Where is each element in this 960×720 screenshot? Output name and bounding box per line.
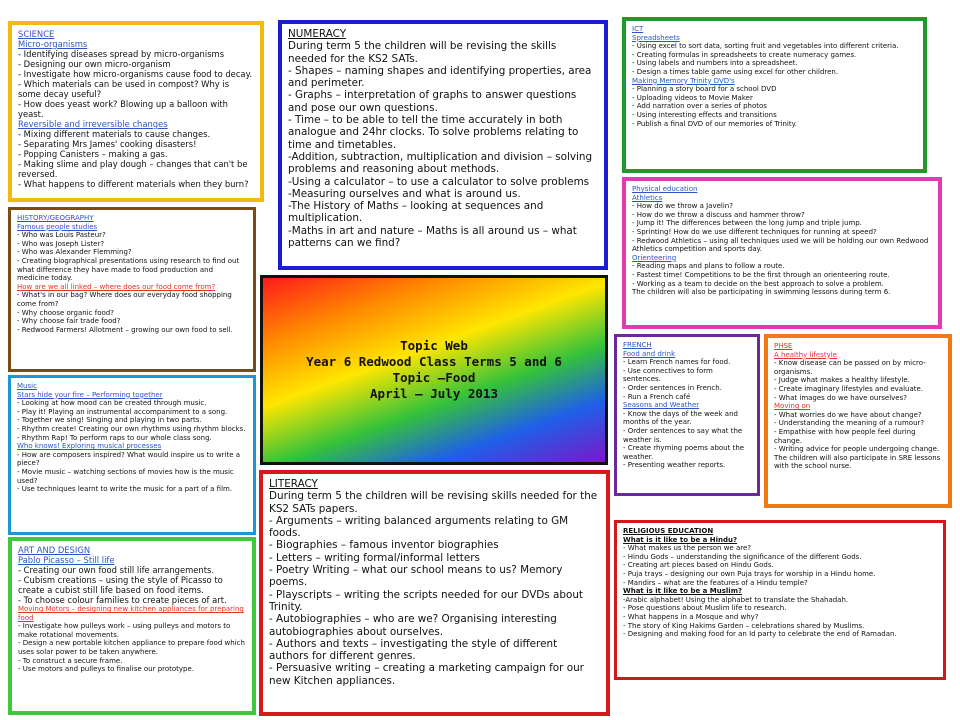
pshe-title: PHSE	[774, 342, 793, 350]
list-item: - To construct a secure frame.	[18, 656, 123, 665]
pe-subheading-athletics: Athletics	[632, 193, 663, 202]
music-subheading-processes: Who knows! Exploring musical processes	[17, 442, 162, 451]
list-item: - Time – to be able to tell the time accurately in both analogue and 24hr clocks. To solve problems relating to time and timetables.	[288, 114, 579, 151]
list-item: - Create imaginary lifestyles and evaluate.	[774, 384, 924, 393]
list-item: - How are composers inspired? What would inspire us to write a piece?	[17, 450, 241, 468]
pe-subheading-orienteering: Orienteering	[632, 253, 677, 262]
list-item: - Biographies – famous inventor biographies	[269, 539, 499, 552]
list-item: -Maths in art and nature – Maths is all around us – what patterns can we find?	[288, 224, 577, 250]
list-item: - Mandirs – what are the features of a Hindu temple?	[623, 578, 808, 587]
list-item: - Why choose organic food?	[17, 308, 114, 317]
ict-subheading-spreadsheets: Spreadsheets	[632, 33, 680, 42]
list-item: - Planning a story board for a school DVD	[632, 85, 777, 94]
list-item: - Empathise with how people feel during change.	[774, 427, 916, 445]
list-item: - Who was Alexander Flemming?	[17, 248, 132, 257]
topic-name: Topic –Food	[392, 370, 476, 385]
list-item: - To choose colour families to create pieces of art.	[18, 595, 227, 605]
list-item: -Arabic alphabet! Using the alphabet to translate the Shahadah.	[623, 595, 849, 604]
list-item: - Why choose fair trade food?	[17, 317, 121, 326]
literacy-box	[259, 470, 610, 716]
french-subheading-food: Food and drink	[623, 349, 676, 358]
list-item: - Use techniques learnt to write the music for a part of a film.	[17, 485, 233, 494]
list-item: - Know the days of the week and months of the year.	[623, 409, 738, 427]
list-item: - Understanding the meaning of a rumour?	[774, 419, 925, 428]
pshe-box	[764, 334, 952, 508]
music-subheading-performing: Stars hide your fire – Performing together	[17, 390, 163, 399]
list-item: - Shapes – naming shapes and identifying properties, area and perimeter.	[288, 64, 592, 90]
list-item: During term 5 the children will be revising skills needed for the KS2 SATs papers.	[269, 490, 598, 515]
pshe-subheading-healthy: A healthy lifestyle	[774, 350, 837, 359]
list-item: - Using labels and numbers into a spreadsheet.	[632, 59, 798, 68]
list-item: - Creating biographical presentations using research to find out what difference they have made to food production and medicine today.	[17, 256, 240, 283]
list-item: - Designing our own micro-organism	[18, 59, 171, 69]
list-item: - How does yeast work? Blowing up a balloon with yeast.	[18, 99, 228, 119]
list-item: - Popping Canisters – making a gas.	[18, 149, 168, 159]
list-item: - Puja trays – designing our own Puja trays for worship in a Hindu home.	[623, 569, 876, 578]
list-item: - Letters – writing formal/informal letters	[269, 551, 480, 564]
list-item: During term 5 the children will be revising the skills needed for the KS2 SATs.	[288, 40, 557, 65]
history-title: HISTORY/GEOGRAPHY	[17, 214, 94, 222]
list-item: - Rhythm create! Creating our own rhythms using rhythm blocks.	[17, 424, 246, 433]
list-item: - Redwood Farmers! Allotment – growing our own food to sell.	[17, 325, 233, 334]
list-item: - Authors and texts – investigating the style of different authors for different genres.	[269, 637, 558, 663]
list-item: - Order sentences to say what the weather is.	[623, 426, 743, 444]
list-item: -Measuring ourselves and what is around us.	[288, 187, 521, 200]
list-item: - Using interesting effects and transitions	[632, 110, 777, 119]
list-item: - Judge what makes a healthy lifestyle.	[774, 376, 910, 385]
list-item: - What's in our bag? Where does our everyday food shopping come from?	[17, 291, 232, 308]
ict-title: ICT	[632, 25, 644, 33]
list-item: - Presenting weather reports.	[623, 461, 726, 470]
topic-dates: April – July 2013	[370, 386, 498, 401]
list-item: - How do we throw a Javelin?	[632, 202, 733, 211]
list-item: - Use connectives to form sentences.	[623, 366, 713, 384]
list-item: - Designing and making food for an Id party to celebrate the end of Ramadan.	[623, 630, 897, 639]
list-item: - Looking at how mood can be created through music.	[17, 399, 207, 408]
physical-education-box	[622, 177, 942, 329]
ict-subheading-dvds: Making Memory Trinity DVD's	[632, 76, 735, 85]
list-item: -Addition, subtraction, multiplication and division – solving problems and reasoning about methods.	[288, 150, 593, 176]
list-item: - Together we sing! Singing and playing in two parts.	[17, 416, 202, 425]
list-item: - Play it! Playing an instrumental accompaniment to a song.	[17, 407, 228, 416]
list-item: - Redwood Athletics – using all techniques used we will be holding our own Redwood Athletics competition and sports day.	[632, 236, 929, 254]
list-item: - Arguments – writing balanced arguments relating to GM foods.	[269, 514, 569, 540]
pshe-subheading-moving-on: Moving on	[774, 402, 811, 411]
list-item: - The story of King Hakims Garden – celebrations shared by Muslims.	[623, 621, 865, 630]
list-item: - Use motors and pulleys to finalise our prototype.	[18, 665, 195, 674]
list-item: - Pose questions about Muslim life to research.	[623, 604, 787, 613]
list-item: - What worries do we have about change?	[774, 410, 922, 419]
list-item: - Cubism creations – using the style of Picasso to create a cubist still life based on food items.	[18, 575, 223, 595]
science-subheading-microorganisms: Micro-organisms	[18, 39, 88, 49]
list-item: - Which materials can be used in compost? Why is some decay useful?	[18, 79, 230, 99]
list-item: - Run a French café	[623, 392, 691, 401]
topic-heading: Topic Web	[400, 338, 468, 353]
pe-title: Physical education	[632, 185, 698, 193]
list-item: - Mixing different materials to cause changes.	[18, 129, 211, 139]
list-item: - Uploading videos to Movie Maker	[632, 93, 753, 102]
history-subheading-food-links: How are we all linked – where does our food come from?	[17, 282, 216, 291]
list-item: - Creating formulas in spreadsheets to create numeracy games.	[632, 50, 857, 59]
list-item: - Autobiographies – who are we? Organising interesting autobiographies about ourselves.	[269, 613, 557, 638]
list-item: - Identifying diseases spread by micro-organisms	[18, 49, 225, 59]
re-subheading-hindu: What is it like to be a Hindu?	[623, 535, 738, 544]
numeracy-title: NUMERACY	[288, 28, 347, 40]
history-geography-box	[8, 207, 256, 372]
list-item: - Order sentences in French.	[623, 383, 722, 392]
list-item: - Design a new portable kitchen appliance to prepare food which uses solar power to be taken anywhere.	[18, 639, 245, 656]
music-title: Music	[17, 382, 37, 390]
art-design-box	[8, 537, 256, 715]
music-box	[8, 375, 256, 535]
art-subheading-motors: Moving Motors – designing new kitchen appliances for preparing food	[18, 605, 244, 622]
list-item: - Sprinting! How do we use different techniques for running at speed?	[632, 227, 877, 236]
list-item: - Design a times table game using excel for other children.	[632, 67, 839, 76]
list-item: - Investigate how micro-organisms cause food to decay.	[18, 69, 252, 79]
list-item: - Learn French names for food.	[623, 358, 731, 367]
literacy-title: LITERACY	[269, 478, 318, 490]
list-item: - Writing advice for people undergoing change.	[774, 445, 940, 454]
list-item: - Investigate how pulleys work – using pulleys and motors to make rotational movements.	[18, 622, 231, 639]
list-item: - Persuasive writing – creating a marketing campaign for our new Kitchen appliances.	[269, 662, 584, 687]
list-item: - Who was Joseph Lister?	[17, 239, 105, 248]
french-subheading-weather: Seasons and Weather	[623, 401, 700, 410]
list-item: - Creating our own food still life arrangements.	[18, 565, 215, 575]
list-item: - Using excel to sort data, sorting fruit and vegetables into different criteria.	[632, 42, 899, 51]
history-subheading-famous-people: Famous people studies	[17, 222, 98, 231]
list-item: - Playscripts – writing the scripts needed for our DVDs about Trinity.	[269, 588, 584, 613]
list-item: - Graphs – interpretation of graphs to answer questions and pose our own questions.	[288, 89, 577, 114]
french-box	[614, 334, 760, 496]
list-item: - Fastest time! Competitions to be the first through an orienteering route.	[632, 270, 890, 279]
list-item: - Working as a team to decide on the best approach to solve a problem.	[632, 279, 884, 288]
science-subheading-changes: Reversible and irreversible changes	[18, 119, 168, 129]
list-item: - What images do we have ourselves?	[774, 393, 907, 402]
list-item: - What makes us the person we are?	[623, 544, 751, 553]
list-item: - Add narration over a series of photos	[632, 102, 767, 111]
pe-note: The children will also be participating in swimming lessons during term 6.	[632, 288, 891, 297]
list-item: - Know disease can be passed on by micro-organisms.	[774, 359, 926, 376]
list-item: -Using a calculator – to use a calculator to solve problems	[288, 175, 590, 188]
list-item: - Making slime and play dough – changes that can't be reversed.	[18, 159, 248, 179]
science-box	[8, 21, 264, 202]
list-item: - Who was Louis Pasteur?	[17, 231, 106, 240]
list-item: - What happens to different materials when they burn?	[18, 179, 249, 189]
french-title: FRENCH	[623, 341, 652, 349]
list-item: - Reading maps and plans to follow a route.	[632, 262, 785, 271]
numeracy-box	[278, 20, 608, 270]
pshe-note: The children will also participate in SRE lessons with the school nurse.	[774, 453, 941, 471]
list-item: - Separating Mrs James' cooking disasters!	[18, 139, 197, 149]
ict-box	[622, 17, 927, 173]
list-item: - Hindu Gods – understanding the significance of the different Gods.	[623, 552, 862, 561]
list-item: - Create rhyming poems about the weather.	[623, 444, 745, 461]
re-subheading-muslim: What is it like to be a Muslim?	[623, 587, 743, 596]
list-item: - Poetry Writing – what our school means to us? Memory poems.	[269, 564, 563, 589]
list-item: - Movie music – watching sections of movies how is the music used?	[17, 467, 234, 485]
list-item: - What happens in a Mosque and why?	[623, 612, 759, 621]
list-item: - Rhythm Rap! To perform raps to our whole class song.	[17, 433, 212, 442]
list-item: - Creating art pieces based on Hindu Gods.	[623, 561, 774, 570]
list-item: - How do we throw a discuss and hammer throw?	[632, 210, 805, 219]
art-title: ART AND DESIGN	[18, 545, 91, 555]
topic-class: Year 6 Redwood Class Terms 5 and 6	[306, 354, 562, 369]
topic-title-box	[260, 275, 608, 465]
list-item: - Jump it! The differences between the long jump and triple jump.	[632, 219, 862, 228]
religious-education-box	[614, 520, 946, 680]
list-item: - Publish a final DVD of our memories of Trinity.	[632, 119, 797, 128]
re-title: RELIGIOUS EDUCATION	[623, 527, 714, 535]
science-title: SCIENCE	[18, 29, 55, 39]
art-subheading-picasso: Pablo Picasso – Still life	[18, 555, 115, 565]
list-item: -The History of Maths – looking at sequences and multiplication.	[288, 200, 544, 225]
